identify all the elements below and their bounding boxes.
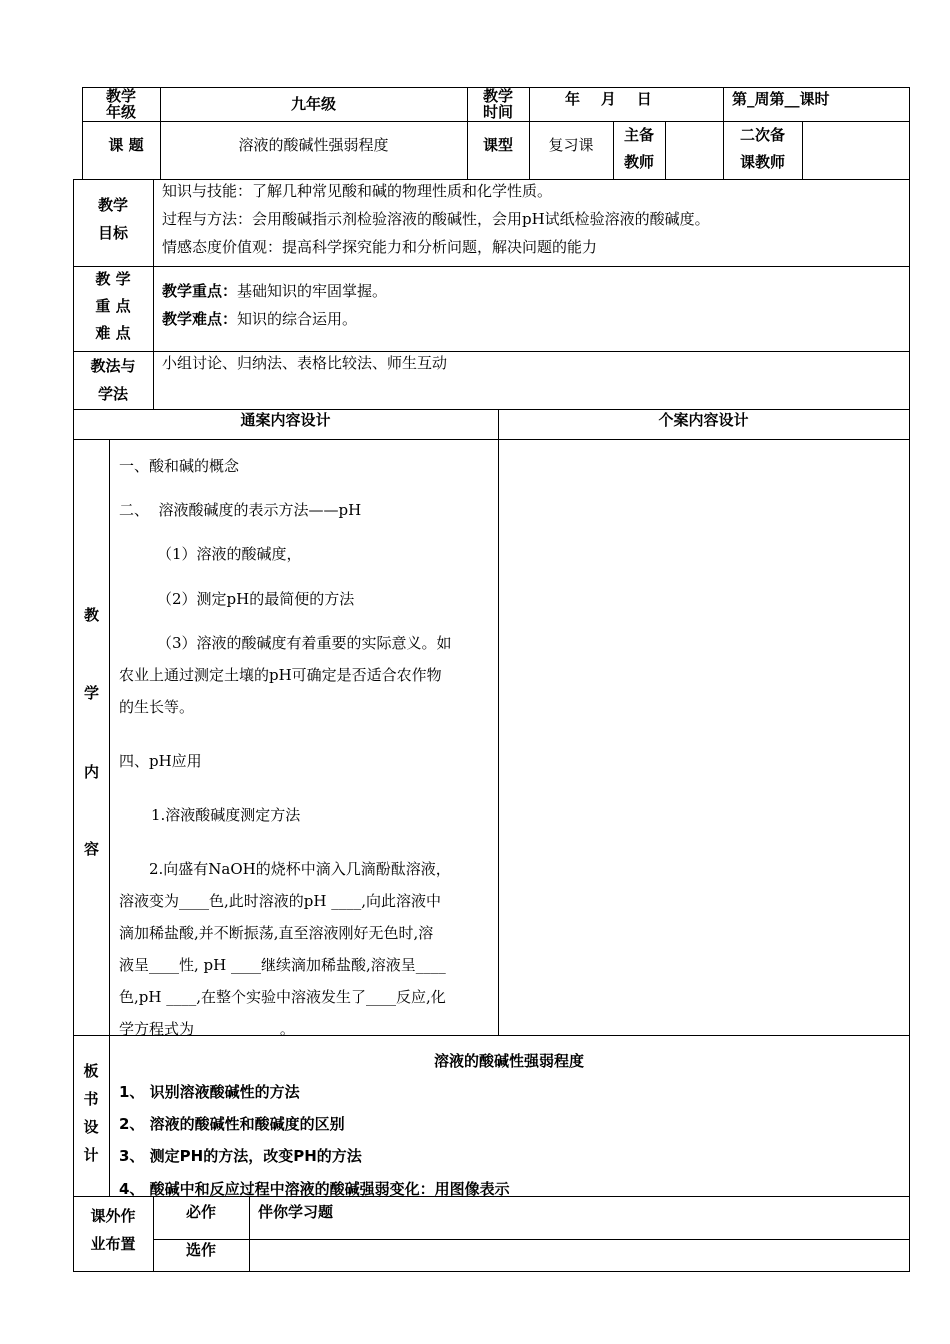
goals-label: 教学 目标 xyxy=(97,196,128,242)
content-line: （3）溶液的酸碱度有着重要的实际意义。如 xyxy=(157,634,452,652)
content-line: 二、 溶液酸碱度的表示方法——pH xyxy=(119,501,362,519)
difficult-point: 教学难点：知识的综合运用。 xyxy=(162,310,358,328)
content-line: 学方程式为 。 xyxy=(119,1020,295,1038)
content-line: 四、pH应用 xyxy=(119,752,202,770)
required-text: 伴你学习题 xyxy=(258,1203,334,1221)
type-value: 复习课 xyxy=(548,136,594,154)
methods-text: 小组讨论、归纳法、表格比较法、师生互动 xyxy=(162,354,448,372)
content-line: 农业上通过测定土壤的pH可确定是否适合农作物 xyxy=(119,666,442,684)
content-label-1: 教 xyxy=(84,606,100,624)
board-label: 板 书 设 计 xyxy=(83,1062,99,1164)
time-value: 年 月 日 xyxy=(565,90,652,108)
content-line: 色,pH ____,在整个实验中溶液发生了____反应,化 xyxy=(119,988,446,1006)
methods-label: 教法与 学法 xyxy=(90,357,136,403)
content-line: 1.溶液酸碱度测定方法 xyxy=(151,806,301,824)
content-line: （1）溶液的酸碱度， xyxy=(157,545,302,563)
key-point: 教学重点：基础知识的牢固掌握。 xyxy=(162,282,388,300)
common-design-header: 通案内容设计 xyxy=(240,411,331,429)
second-prep-label: 二次备 课教师 xyxy=(739,126,785,171)
grade-value: 九年级 xyxy=(290,95,336,113)
time-label: 教学 时间 xyxy=(482,87,513,121)
board-item: 3、 测定PH的方法，改变PH的方法 xyxy=(119,1147,362,1165)
topic-value: 溶液的酸碱性强弱程度 xyxy=(238,136,389,154)
homework-label: 课外作 业布置 xyxy=(90,1207,136,1253)
focus-label: 教 学 重 点 难 点 xyxy=(95,270,131,342)
content-line: 滴加稀盐酸,并不断振荡,直至溶液刚好无色时,溶 xyxy=(119,924,434,942)
topic-label: 课 题 xyxy=(108,136,144,154)
content-line: 溶液变为____色,此时溶液的pH ____,向此溶液中 xyxy=(119,892,441,910)
prep-teacher-label: 主备 教师 xyxy=(623,126,654,171)
content-line: （2）测定pH的最简便的方法 xyxy=(157,590,355,608)
content-label-3: 内 xyxy=(84,763,100,781)
goal-process: 过程与方法：会用酸碱指示剂检验溶液的酸碱性，会用pH试纸检验溶液的酸碱度。 xyxy=(162,210,710,228)
board-title: 溶液的酸碱性强弱程度 xyxy=(433,1052,584,1070)
content-line: 液呈____性, pH ____继续滴加稀盐酸,溶液呈____ xyxy=(119,956,446,974)
board-item: 2、 溶液的酸碱性和酸碱度的区别 xyxy=(119,1115,345,1133)
content-line: 一、酸和碱的概念 xyxy=(119,457,240,475)
board-item: 4、 酸碱中和反应过程中溶液的酸碱强弱变化：用图像表示 xyxy=(119,1180,510,1198)
period-value: 第_周第__课时 xyxy=(732,90,830,108)
required-label: 必作 xyxy=(186,1203,217,1221)
type-label: 课型 xyxy=(482,136,513,154)
content-label-4: 容 xyxy=(84,840,100,858)
content-line: 的生长等。 xyxy=(119,698,195,716)
goal-attitude: 情感态度价值观：提高科学探究能力和分析问题，解决问题的能力 xyxy=(162,238,598,256)
goal-knowledge: 知识与技能：了解几种常见酸和碱的物理性质和化学性质。 xyxy=(162,182,553,200)
board-item: 1、 识别溶液酸碱性的方法 xyxy=(119,1083,300,1101)
individual-design-header: 个案内容设计 xyxy=(658,411,749,429)
grade-label: 教学 年级 xyxy=(105,87,136,121)
optional-label: 选作 xyxy=(186,1241,217,1259)
content-label-2: 学 xyxy=(84,684,100,702)
content-line: 2.向盛有NaOH的烧杯中滴入几滴酚酞溶液， xyxy=(149,860,451,878)
